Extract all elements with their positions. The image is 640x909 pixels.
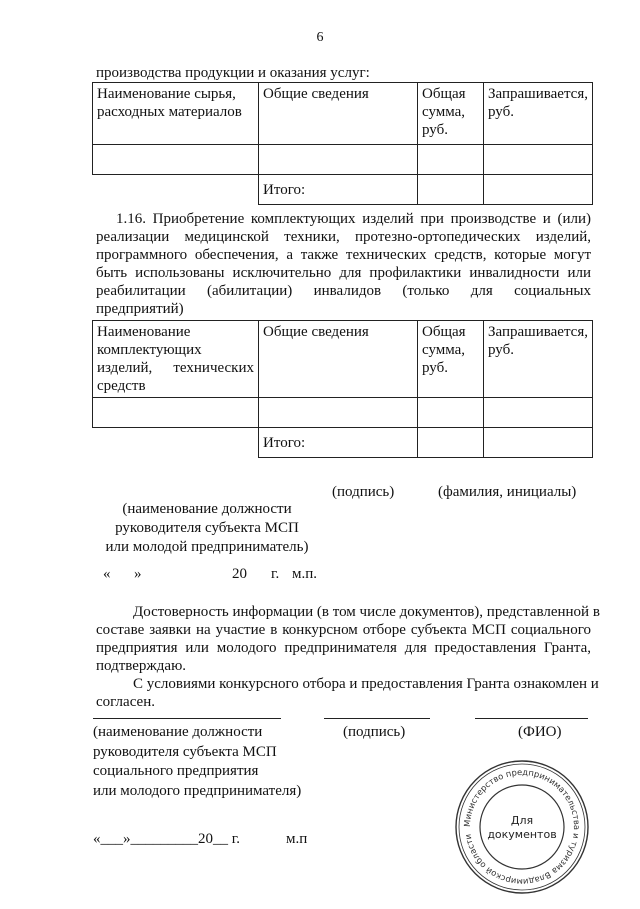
section-line: реабилитации (абилитации) инвалидов (только для социальных <box>96 283 591 299</box>
table-cell <box>484 175 593 205</box>
cert-line: составе заявки на участие в конкурсном отборе субъекта МСП социального <box>96 622 591 638</box>
cert-line: подтверждаю. <box>96 658 187 674</box>
table-cell <box>418 428 484 458</box>
table-cell <box>484 145 593 175</box>
position-caption <box>96 500 318 557</box>
header-requested: Запрашивается, руб. <box>484 321 593 398</box>
header-total-sum: Общая сумма, руб. <box>418 83 484 145</box>
caption-line: социального предприятия <box>93 763 259 779</box>
table-cell <box>418 145 484 175</box>
table-total-row <box>93 428 593 458</box>
seal-place: м.п. <box>292 566 318 582</box>
agreement-line: согласен. <box>96 694 155 710</box>
stamp-ring-text: Министерство предпринимательства и туризма Владимирской области <box>461 766 583 888</box>
table-cell <box>93 175 259 205</box>
header-name: Наименование комплектующих изделий, технических средств <box>93 321 259 398</box>
caption-line: (наименование должности <box>93 724 263 740</box>
header-general-info: Общие сведения <box>259 321 418 398</box>
stamp-center-line-2: документов <box>487 828 557 841</box>
table-cell <box>93 398 259 428</box>
fio-underline <box>475 718 588 719</box>
table-cell <box>418 398 484 428</box>
table-row <box>93 398 593 428</box>
name-label: (фамилия, инициалы) <box>438 484 577 500</box>
position-caption-2 <box>93 723 301 801</box>
signature-label: (подпись) <box>332 484 395 500</box>
caption-line: или молодой предприниматель) <box>105 539 309 555</box>
date-close-quote: » <box>134 566 142 582</box>
agreement-paragraph <box>96 675 599 711</box>
section-line: реализации медицинской техники, протезно-ортопедических изделий, <box>96 229 591 245</box>
section-line: 1.16. Приобретение комплектующих изделий при производстве и (или) <box>116 211 591 227</box>
section-line: быть использованы исключительно для профилактики инвалидности или <box>96 265 591 281</box>
fio-label: (ФИО) <box>518 724 562 740</box>
signature-underline <box>324 718 430 719</box>
section-line: предприятий) <box>96 301 184 317</box>
stamp-center-line-1: Для <box>510 814 534 827</box>
seal-place-2: м.п <box>286 831 308 847</box>
caption-line: руководителя субъекта МСП <box>93 743 277 760</box>
table-raw-materials <box>92 82 593 205</box>
date-year-suffix: г. <box>271 566 280 582</box>
header-general-info: Общие сведения <box>259 83 418 145</box>
caption-line: руководителя субъекта МСП <box>115 520 299 536</box>
cert-line: предприятия или молодого предпринимателя для предоставления Гранта, <box>96 640 591 656</box>
section-line: программного обеспечения, а также технических средств, которые могут <box>96 247 591 263</box>
table-cell <box>259 145 418 175</box>
agreement-line: С условиями конкурсного отбора и предоставления Гранта ознакомлен и <box>133 676 599 692</box>
date-open-quote: « <box>103 566 111 582</box>
stamp-icon <box>452 757 592 897</box>
table-header-row <box>93 83 593 145</box>
header-total-sum: Общая сумма, руб. <box>418 321 484 398</box>
official-stamp <box>452 757 592 897</box>
signature-label-2: (подпись) <box>343 724 406 740</box>
table-cell <box>484 398 593 428</box>
table-row <box>93 145 593 175</box>
caption-line: или молодого предпринимателя) <box>93 782 302 799</box>
total-label: Итого: <box>259 428 418 458</box>
section-1-16 <box>96 210 591 318</box>
total-label: Итого: <box>259 175 418 205</box>
date-line-2: «___»_________20__ г. <box>93 831 240 847</box>
table-total-row <box>93 175 593 205</box>
table-cell <box>259 398 418 428</box>
table-header-row <box>93 321 593 398</box>
table-cell <box>484 428 593 458</box>
table-components <box>92 320 593 458</box>
certification-paragraph <box>96 603 600 675</box>
caption-line: (наименование должности <box>122 501 292 517</box>
table-cell <box>418 175 484 205</box>
table-cell <box>93 145 259 175</box>
date-year: 20 <box>232 566 247 582</box>
header-name: Наименование сырья, расходных материалов <box>93 83 259 145</box>
cert-line: Достоверность информации (в том числе документов), представленной в <box>133 604 600 620</box>
position-underline <box>93 718 281 719</box>
table-cell <box>93 428 259 458</box>
intro-line: производства продукции и оказания услуг: <box>96 65 370 81</box>
header-requested: Запрашивается, руб. <box>484 83 593 145</box>
page-number: 6 <box>316 30 324 45</box>
